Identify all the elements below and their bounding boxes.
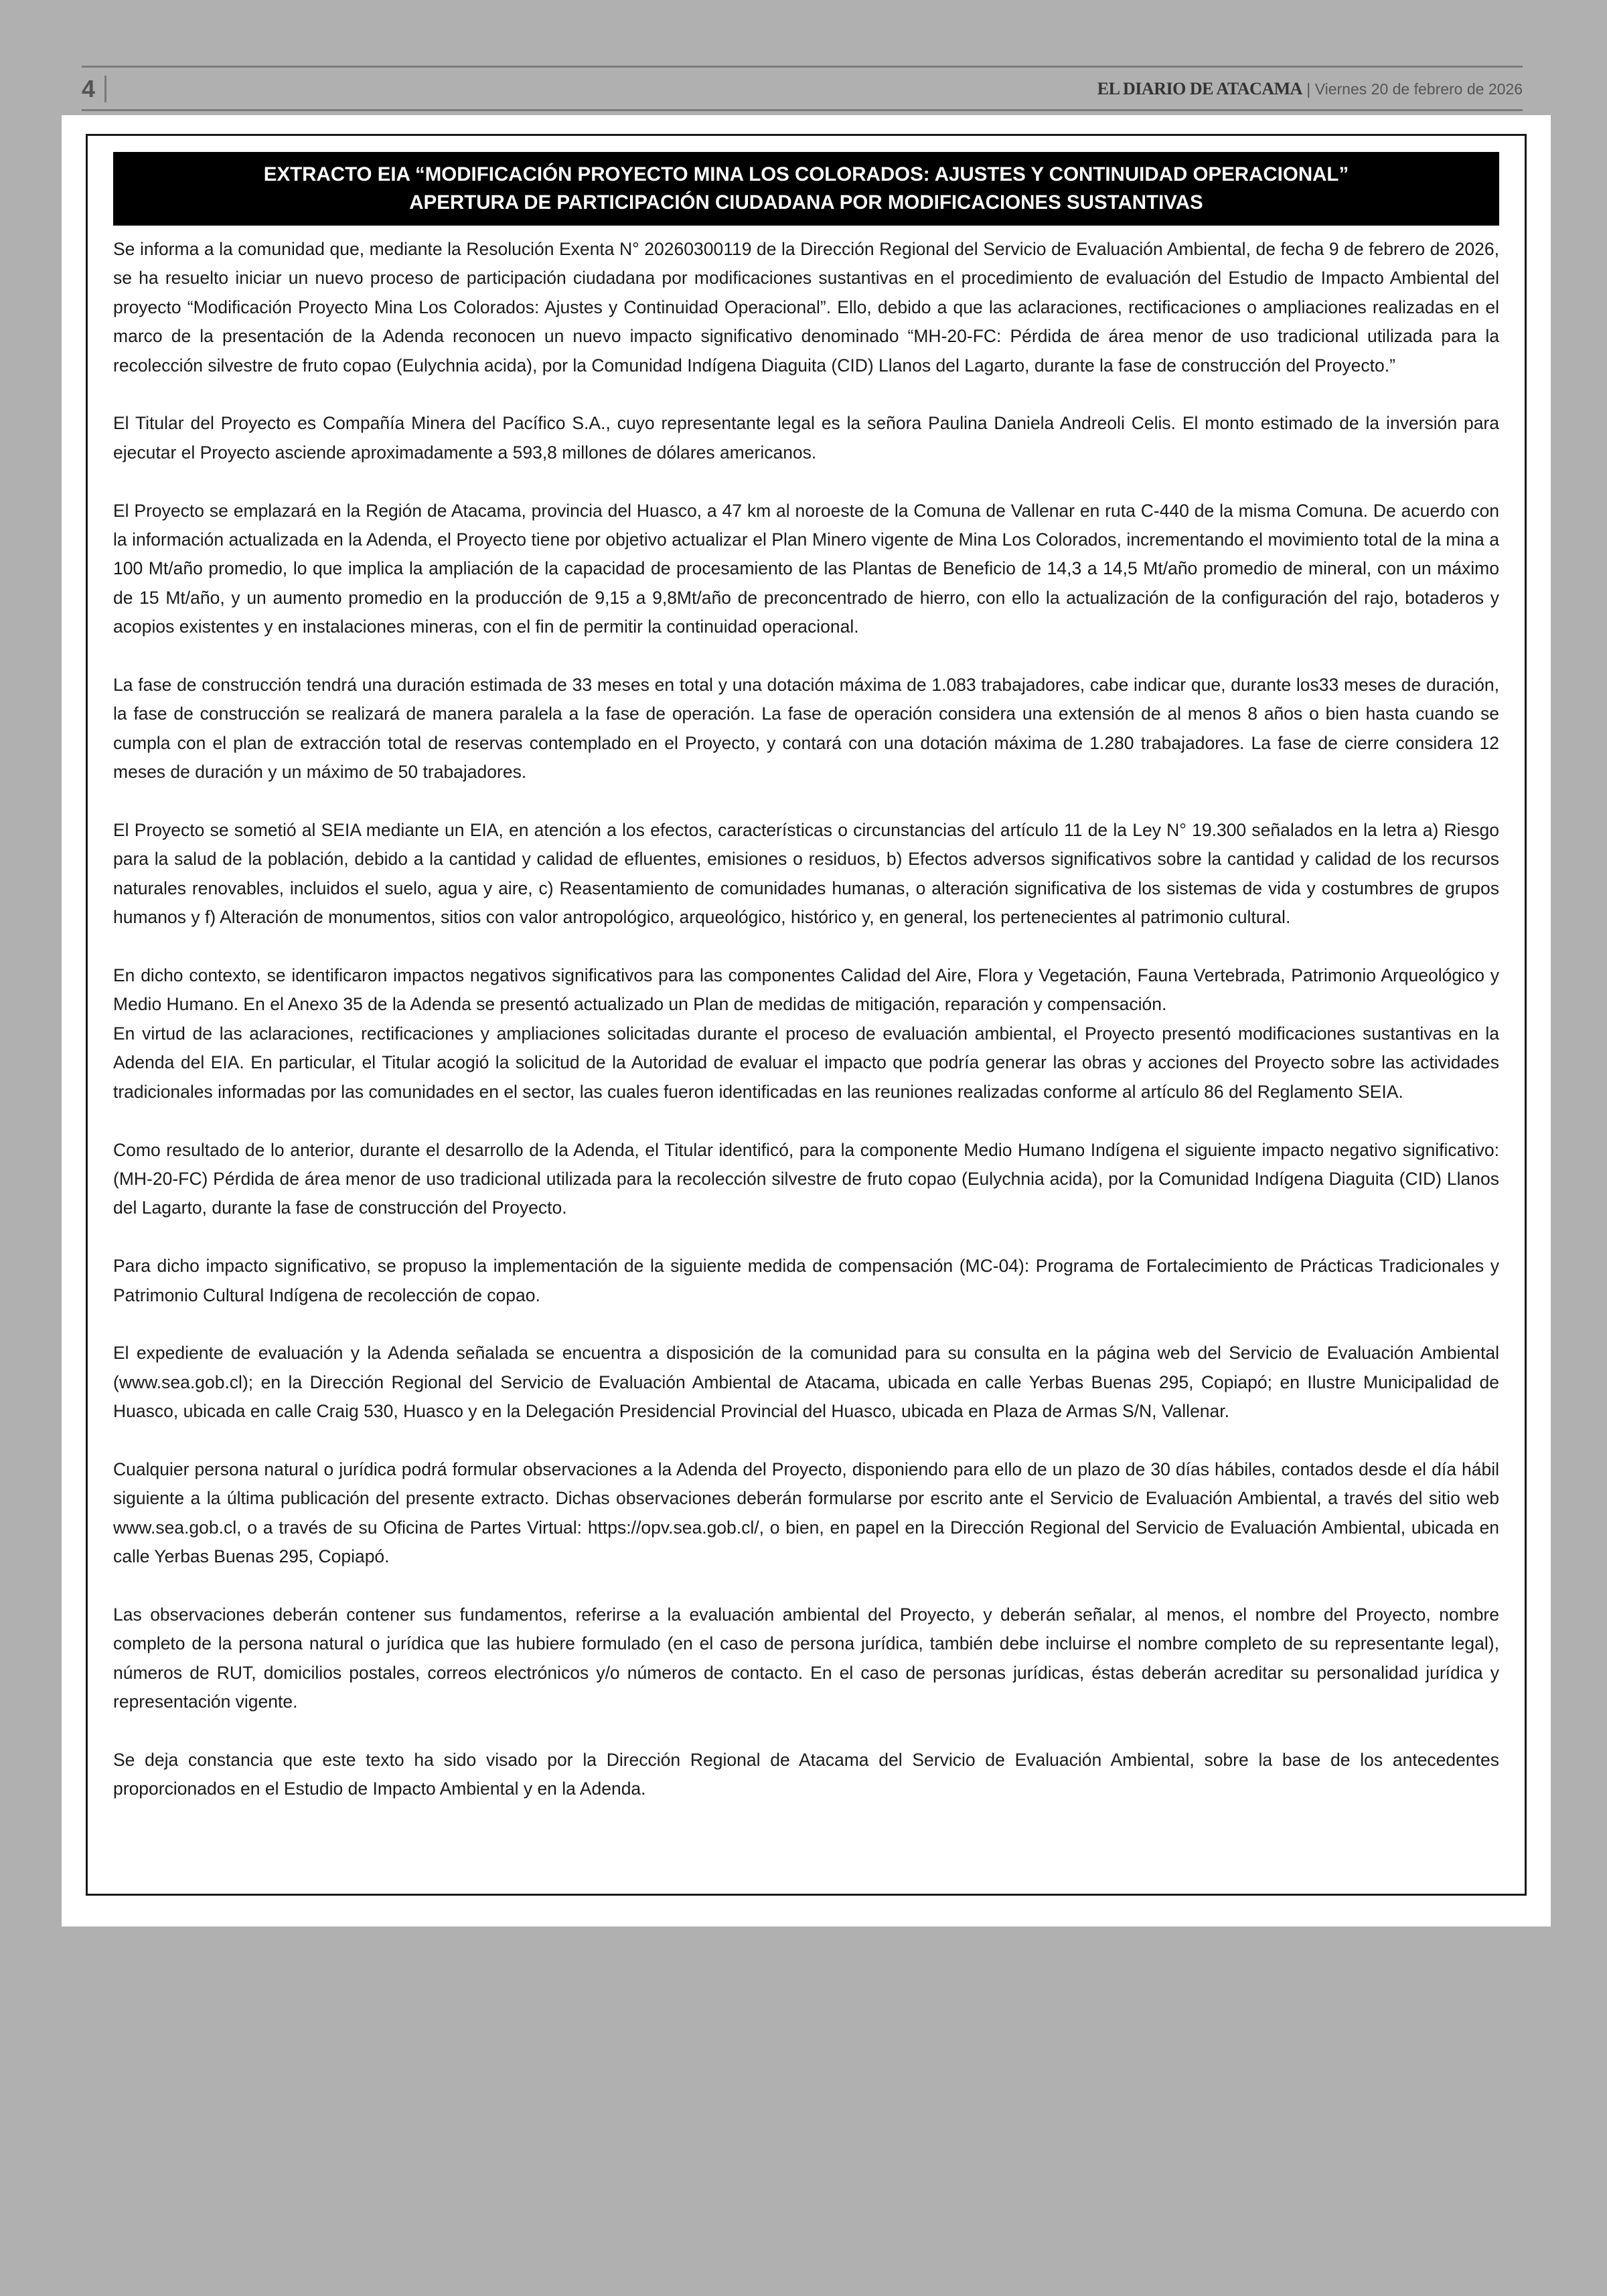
newspaper-name: EL DIARIO DE ATACAMA	[1097, 79, 1302, 98]
notice-subtitle: APERTURA DE PARTICIPACIÓN CIUDADANA POR MODIFICACIONES SUSTANTIVAS	[409, 191, 1203, 214]
page-number-divider	[104, 76, 106, 102]
header-masthead	[1097, 74, 1523, 106]
header-separator: |	[1302, 80, 1315, 98]
advertisement-sheet	[62, 115, 1551, 1926]
notice-body	[113, 235, 1499, 1804]
notice-title: EXTRACTO EIA “MODIFICACIÓN PROYECTO MINA LOS COLORADOS: AJUSTES Y CONTINUIDAD OPERACIONAL”	[263, 163, 1349, 185]
paragraph-impacts: En dicho contexto, se identificaron impactos negativos significativos para las componentes Calidad del Aire, Flora y Vegetación, Fauna Vertebrada, Patrimonio Arqueológico y Medio Humano. En el Anexo 35 de la Adenda se presentó actualizado un Plan de medidas de mitigación, reparación y compensación.	[113, 965, 1499, 1015]
paragraph-requirements: Las observaciones deberán contener sus fundamentos, referirse a la evaluación ambiental del Proyecto, y deberán señalar, al menos, el nombre del Proyecto, nombre completo de la persona natural o jurídica que las hubiere formulado (en el caso de persona jurídica, también debe incluirse el nombre completo de su representante legal), números de RUT, domicilios postales, correos electrónicos y/o números de contacto. En el caso de personas jurídicas, éstas deberán acreditar su personalidad jurídica y representación vigente.	[113, 1604, 1499, 1712]
publication-date: Viernes 20 de febrero de 2026	[1314, 80, 1523, 98]
paragraph-resolution: Se informa a la comunidad que, mediante la Resolución Exenta N° 20260300119 de la Dirección Regional del Servicio de Evaluación Ambiental, de fecha 9 de febrero de 2026, se ha resuelto iniciar un nuevo proceso de participación ciudadana por modificaciones sustantivas en el procedimiento de evaluación del Estudio de Impacto Ambiental del proyecto “Modificación Proyecto Mina Los Colorados: Ajustes y Continuidad Operacional”. Ello, debido a que las aclaraciones, rectificaciones o ampliaciones realizadas en el marco de la presentación de la Adenda reconocen un nuevo impacto significativo denominado “MH-20-FC: Pérdida de área menor de uso tradicional utilizada para la recolección silvestre de fruto copao (Eulychnia acida), por la Comunidad Indígena Diaguita (CID) Llanos del Lagarto, durante la fase de construcción del Proyecto.”	[113, 239, 1499, 376]
paragraph-observations: Cualquier persona natural o jurídica podrá formular observaciones a la Adenda del Proyecto, disponiendo para ello de un plazo de 30 días hábiles, contados desde el día hábil siguiente a la última publicación del presente extracto. Dichas observaciones deberán formularse por escrito ante el Servicio de Evaluación Ambiental, a través del sitio web www.sea.gob.cl, o a través de su Oficina de Partes Virtual: https://opv.sea.gob.cl/, o bien, en papel en la Dirección Regional del Servicio de Evaluación Ambiental, ubicada en calle Yerbas Buenas 295, Copiapó.	[113, 1459, 1499, 1567]
notice-frame	[86, 134, 1527, 1896]
paragraph-location: El Proyecto se emplazará en la Región de Atacama, provincia del Huasco, a 47 km al noroeste de la Comuna de Vallenar en ruta C-440 de la misma Comuna. De acuerdo con la información actualizada en la Adenda, el Proyecto tiene por objetivo actualizar el Plan Minero vigente de Mina Los Colorados, incrementando el movimiento total de la mina a 100 Mt/año promedio, lo que implica la ampliación de la capacidad de procesamiento de las Plantas de Beneficio de 14,3 a 14,5 Mt/año promedio de mineral, con un máximo de 15 Mt/año, y un aumento promedio en la producción de 9,15 a 9,8Mt/año de preconcentrado de hierro, con ello la actualización de la configuración del rajo, botaderos y acopios existentes y en instalaciones mineras, con el fin de permitir la continuidad operacional.	[113, 500, 1499, 637]
paragraph-modifications: En virtud de las aclaraciones, rectificaciones y ampliaciones solicitadas durante el proceso de evaluación ambiental, el Proyecto presentó modificaciones sustantivas en la Adenda del EIA. En particular, el Titular acogió la solicitud de la Autoridad de evaluar el impacto que podría generar las obras y acciones del Proyecto sobre las actividades tradicionales informadas por las comunidades en el sector, las cuales fueron identificadas en las reuniones realizadas conforme al artículo 86 del Reglamento SEIA.	[113, 1023, 1499, 1102]
paragraph-result: Como resultado de lo anterior, durante el desarrollo de la Adenda, el Titular identificó, para la componente Medio Humano Indígena el siguiente impacto negativo significativo: (MH-20-FC) Pérdida de área menor de uso tradicional utilizada para la recolección silvestre de fruto copao (Eulychnia acida), por la Comunidad Indígena Diaguita (CID) Llanos del Lagarto, durante la fase de construcción del Proyecto.	[113, 1139, 1499, 1218]
paragraph-closing: Se deja constancia que este texto ha sido visado por la Dirección Regional de Atacama del Servicio de Evaluación Ambiental, sobre la base de los antecedentes proporcionados en el Estudio de Impacto Ambiental y en la Adenda.	[113, 1749, 1499, 1799]
notice-title-box	[113, 152, 1499, 226]
paragraph-phases: La fase de construcción tendrá una duración estimada de 33 meses en total y una dotación máxima de 1.083 trabajadores, cabe indicar que, durante los33 meses de duración, la fase de construcción se realizará de manera paralela a la fase de operación. La fase de operación considera una extensión de al menos 8 años o bien hasta cuando se cumpla con el plan de extracción total de reservas contemplado en el Proyecto, y contará con una dotación máxima de 1.280 trabajadores. La fase de cierre considera 12 meses de duración y un máximo de 50 trabajadores.	[113, 675, 1499, 783]
paragraph-expediente: El expediente de evaluación y la Adenda señalada se encuentra a disposición de la comunidad para su consulta en la página web del Servicio de Evaluación Ambiental (www.sea.gob.cl); en la Dirección Regional del Servicio de Evaluación Ambiental de Atacama, ubicada en calle Yerbas Buenas 295, Copiapó; en Ilustre Municipalidad de Huasco, ubicada en calle Craig 530, Huasco y en la Delegación Presidencial Provincial del Huasco, ubicada en Plaza de Armas S/N, Vallenar.	[113, 1343, 1499, 1422]
paragraph-compensation: Para dicho impacto significativo, se propuso la implementación de la siguiente medida de compensación (MC-04): Programa de Fortalecimiento de Prácticas Tradicionales y Patrimonio Cultural Indígena de recolección de copao.	[113, 1256, 1499, 1305]
paragraph-seia: El Proyecto se sometió al SEIA mediante un EIA, en atención a los efectos, características o circunstancias del artículo 11 de la Ley N° 19.300 señalados en la letra a) Riesgo para la salud de la población, debido a la cantidad y calidad de efluentes, emisiones o residuos, b) Efectos adversos significativos sobre la cantidad y calidad de los recursos naturales renovables, incluidos el suelo, agua y aire, c) Reasentamiento de comunidades humanas, o alteración significativa de los sistemas de vida y costumbres de grupos humanos y f) Alteración de monumentos, sitios con valor antropológico, arqueológico, histórico y, en general, los pertenecientes al patrimonio cultural.	[113, 820, 1499, 928]
paragraph-titular: El Titular del Proyecto es Compañía Minera del Pacífico S.A., cuyo representante legal es la señora Paulina Daniela Andreoli Celis. El monto estimado de la inversión para ejecutar el Proyecto asciende aproximadamente a 593,8 millones de dólares americanos.	[113, 413, 1499, 463]
newspaper-header	[82, 66, 1523, 111]
page-number: 4	[82, 75, 96, 102]
